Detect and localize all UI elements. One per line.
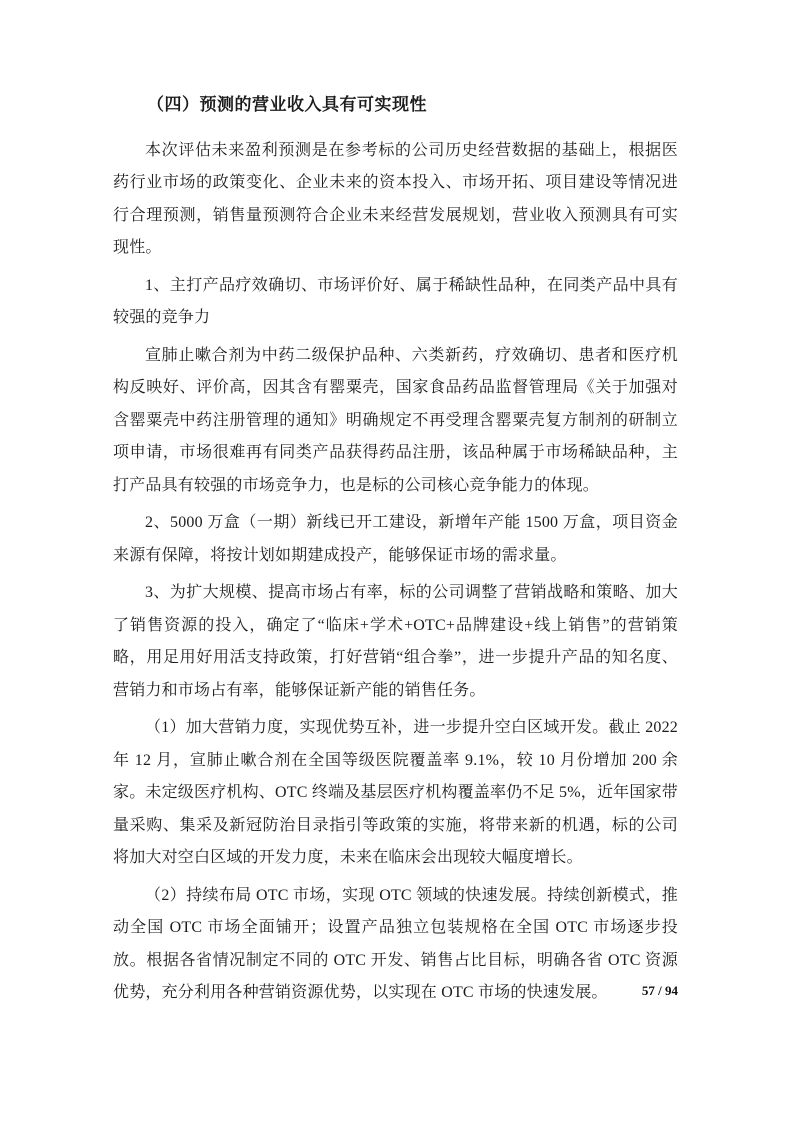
body-paragraph: 1、主打产品疗效确切、市场评价好、属于稀缺性品种，在同类产品中具有较强的竞争力: [113, 276, 678, 326]
body-paragraph: 2、5000 万盒（一期）新线已开工建设，新增年产能 1500 万盒，项目资金来源有保障，将按计划如期建成投产，能够保证市场的需求量。: [113, 514, 678, 564]
body-paragraph: （1）加大营销力度，实现优势互补，进一步提升空白区域开发。截止 2022 年 12 月，宣肺止嗽合剂在全国等级医院覆盖率 9.1%，较 10 月份增加 200 余家。未定级医疗机构、OTC 终端及基层医疗机构覆盖率仍不足 5%，近年国家带量采购、集采及新冠防治目录指引等政策的实施，将带来新的机遇，标的公司将加大对空白区域的开发力度，未来在临床会出现较大幅度增长。: [113, 719, 678, 866]
section-heading: （四）预测的营业收入具有可实现性: [147, 95, 427, 114]
body-paragraph: 3、为扩大规模、提高市场占有率，标的公司调整了营销战略和策略、加大了销售资源的投入，确定了“临床+学术+OTC+品牌建设+线上销售”的营销策略，用足用好用活支持政策，打好营销“组合拳”，进一步提升产品的知名度、营销力和市场占有率，能够保证新产能的销售任务。: [113, 584, 678, 699]
page-number: 57 / 94: [641, 983, 678, 998]
page-content: [113, 89, 678, 1015]
body-paragraph: 宣肺止嗽合剂为中药二级保护品种、六类新药，疗效确切、患者和医疗机构反映好、评价高，因其含有罂粟壳，国家食品药品监督管理局《关于加强对含罂粟壳中药注册管理的通知》明确规定不再受理含罂粟壳复方制剂的研制立项申请，市场很难再有同类产品获得药品注册，该品种属于市场稀缺品种，主打产品具有较强的市场竞争力，也是标的公司核心竞争能力的体现。: [113, 346, 678, 494]
body-paragraph: （2）持续布局 OTC 市场，实现 OTC 领域的快速发展。持续创新模式，推动全国 OTC 市场全面铺开；设置产品独立包装规格在全国 OTC 市场逐步投放。根据各省情况制定不同的 OTC 开发、销售占比目标，明确各省 OTC 资源优势，充分利用各种营销资源优势，以实现在 OTC 市场的快速发展。: [113, 886, 678, 1001]
body-paragraph: 本次评估未来盈利预测是在参考标的公司历史经营数据的基础上，根据医药行业市场的政策变化、企业未来的资本投入、市场开拓、项目建设等情况进行合理预测，销售量预测符合企业未来经营发展规划，营业收入预测具有可实现性。: [113, 141, 678, 256]
